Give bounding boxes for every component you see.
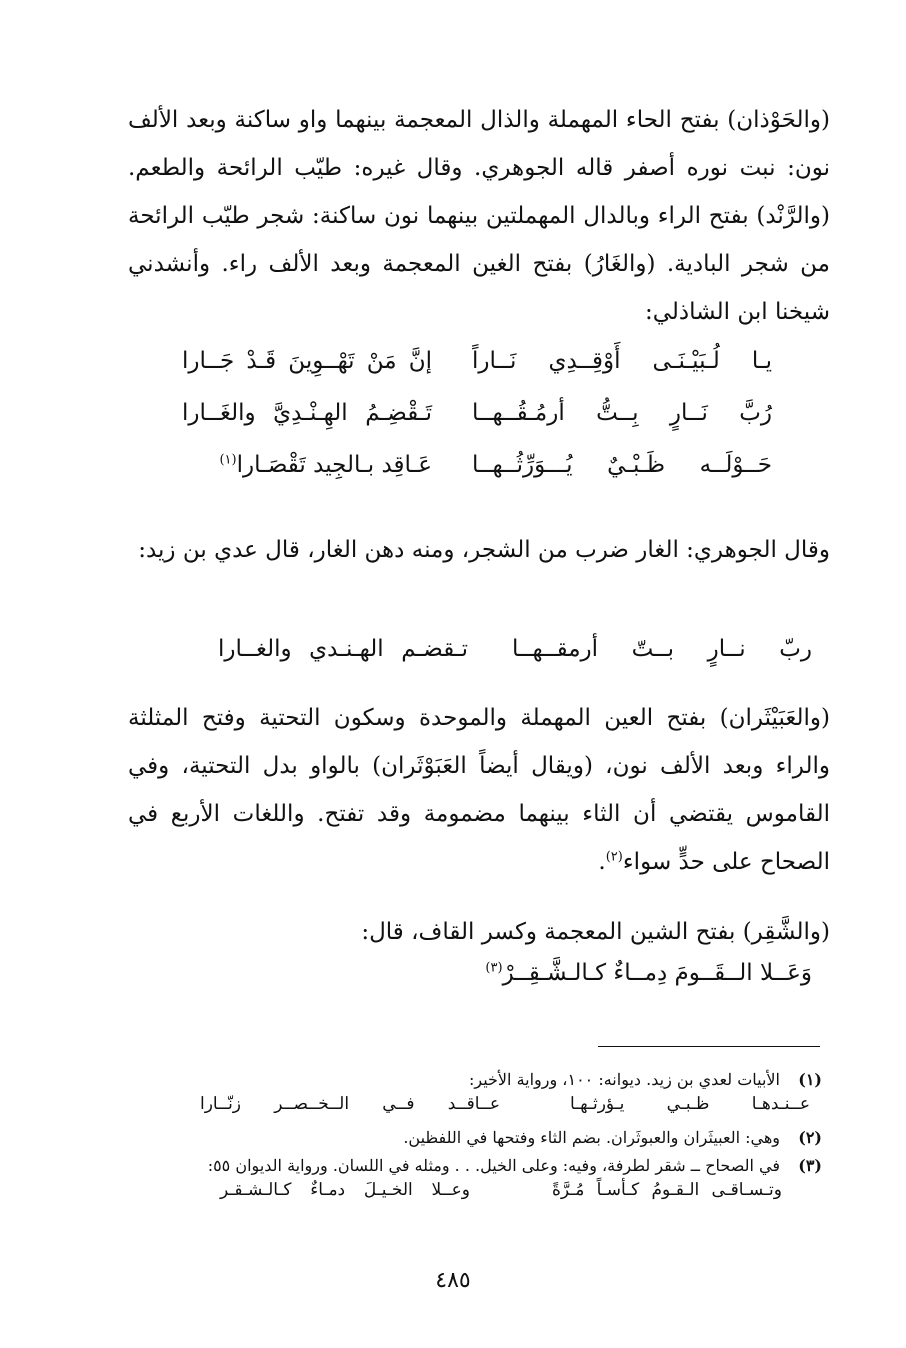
paragraph-end: . xyxy=(598,849,606,875)
verse-first-hemistich: وتـسـاقـى الـقـومُ كـأسـاً مُـرَّةً xyxy=(552,1180,782,1200)
footnote-3 xyxy=(128,1152,830,1180)
verse-second-hemistich: تَـقْضِـمُ الهِـنْـدِيَّ والغَــارا xyxy=(182,400,432,426)
verse-text: عَـاقِد بـالجِيد تَقْصَـارا xyxy=(236,452,432,478)
verse-text: وَعَــلا الــقَــومَ دِمــاءٌ كـالـشَّـقِــرْ xyxy=(502,960,812,986)
paragraph-shaqir: (والشَّقِر) بفتح الشين المعجمة وكسر القاف، قال: xyxy=(361,919,830,945)
footnote-marker: (٢) xyxy=(605,849,623,865)
footnote-number: (٢) xyxy=(798,1128,822,1147)
verse-adi-second-hemistich: تـقضـم الهـنـدي والغــارا xyxy=(218,636,468,662)
paragraph-jawhari-ghar: وقال الجوهري: الغار ضرب من الشجر، ومنه دهن الغار، قال عدي بن زيد: xyxy=(138,537,830,563)
poem-verse xyxy=(128,400,830,452)
poem-verse xyxy=(128,452,830,504)
verse-second-hemistich xyxy=(182,452,432,478)
poem-verse xyxy=(128,348,830,400)
verse-first-hemistich: حَــوْلَــه ظَـبْـيٌ يُـــوَرِّثُــهــا xyxy=(472,452,772,478)
verse-first-hemistich: عــنـدهـا ظـبـي يـؤرثـهـا xyxy=(570,1094,810,1114)
page-number: ٤٨٥ xyxy=(435,1268,471,1293)
footnote-2 xyxy=(128,1124,830,1152)
footnote-marker: (٣) xyxy=(485,960,503,976)
footnote-number: (٣) xyxy=(798,1156,822,1175)
poem-laila xyxy=(128,348,830,504)
verse-first-hemistich: يـا لُـبَيْـنَـى أَوْقِــدِي نَــاراً xyxy=(472,348,772,374)
footnote-number: (١) xyxy=(798,1070,822,1089)
verse-second-hemistich: عــاقــد فــي الــخــصــر زنّــارا xyxy=(200,1094,500,1114)
footnote-text: الأبيات لعدي بن زيد. ديوانه: ١٠٠، ورواية الأخير: xyxy=(468,1070,780,1089)
footnotes xyxy=(128,1066,830,1210)
footnote-text: وهي: العبيثَران والعبوثَران. بضم الثاء وفتحها في اللفظين. xyxy=(403,1128,780,1147)
footnote-1 xyxy=(128,1066,830,1094)
verse-first-hemistich: رُبَّ نَــارٍ بِــتُّ أرمُـقُــهــا xyxy=(472,400,772,426)
verse-second-hemistich: إنَّ مَنْ تَهْــوِينَ قَـدْ جَــارا xyxy=(182,348,432,374)
footnote-separator xyxy=(598,1046,820,1047)
footnote-marker: (١) xyxy=(219,452,237,468)
paragraph-abaythuran xyxy=(128,694,830,886)
paragraph-hawdhan: (والحَوْذان) بفتح الحاء المهملة والذال المعجمة بينهما واو ساكنة وبعد الألف نون: نبت نوره أصفر قاله الجوهري. وقال غيره: طيّب الرائحة والطعم. (والرَّنْد) بفتح الراء وبالدال المهملتين بينهما نون ساكنة: شجر طيّب الرائحة من شجر البادية. (والغَارُ) بفتح الغين المعجمة وبعد الألف راء. وأنشدني شيخنا ابن الشاذلي: xyxy=(128,107,830,325)
footnote-1-verse xyxy=(128,1094,830,1124)
verse-adi-first-hemistich: ربّ نــارٍ بــتّ أرمقــهــا xyxy=(512,636,812,662)
paragraph-text: (والعَبَيْثَران) بفتح العين المهملة والموحدة وسكون التحتية وفتح المثلثة والراء وبعد الألف نون، (ويقال أيضاً العَبَوْثَران) بالواو بدل التحتية، وفي القاموس يقتضي أن الثاء بينهما مضمومة وقد تفتح. واللغات الأربع في الصحاح على حدٍّ سواء xyxy=(128,705,830,875)
verse-second-hemistich: وعــلا الخـيـلَ دمـاءٌ كـالـشـقـر xyxy=(220,1180,470,1200)
footnote-3-verse xyxy=(128,1180,830,1210)
footnote-text: في الصحاح ــ شقر لطرفة، وفيه: وعلى الخيل. . . ومثله في اللسان. ورواية الديوان ٥٥: xyxy=(207,1156,780,1175)
verse-shaqir xyxy=(382,960,812,986)
